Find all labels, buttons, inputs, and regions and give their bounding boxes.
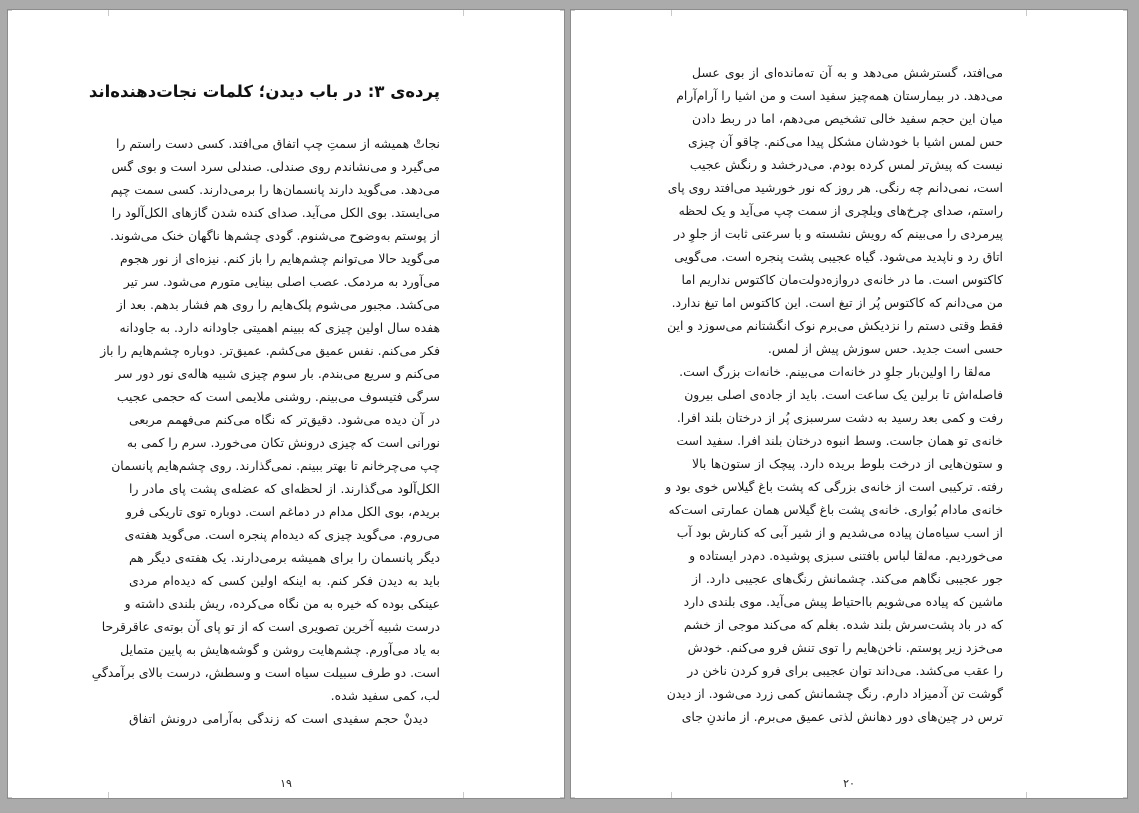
text-line: در آن دیده می‌شود. دقیق‌تر که نگاه می‌کنم می‌فهمم مربعی	[129, 412, 440, 427]
crop-mark	[1020, 10, 1027, 16]
text-line: از اسب سیاه‌مان پیاده می‌شدیم و از شیر آبی که کنارش بود آب	[676, 525, 1003, 540]
text-line: کاکتوس است. ما در خانه‌ی دروازه‌دولت‌مان کاکتوس نداریم اما	[681, 272, 1003, 287]
text-line: الکل‌آلود می‌گذارند. از لحظه‌ای که عضله‌ی پشت پای مادر را	[129, 481, 440, 496]
page-number-right: ۲۰	[843, 777, 855, 790]
chapter-heading: پرده‌ی ۳: در باب دیدن؛ کلمات نجات‌دهنده‌اند	[88, 82, 440, 101]
text-line: نورانی است که چیزی درونش تکان می‌خورد. سرم را کمی به	[126, 435, 440, 450]
text-line: پیرمردی را می‌بینم که رویش نشسته و با سرعتی ثابت از جلوِ در	[673, 226, 1003, 241]
crop-mark	[571, 10, 575, 17]
text-line: میان این حجم سفید خالی تشخیص می‌دهم، اما در ربط دادن	[692, 111, 1003, 126]
text-line: رفته. ترکیبی است از خانه‌ی بزرگی که پشت باغ گیلاس خوی بود و	[665, 479, 1003, 494]
text-line: می‌کشد. مجبور می‌شوم پلک‌هایم را روی هم فشار بدهم. بعد از	[116, 297, 440, 312]
body-text-right	[665, 61, 1003, 728]
crop-mark	[8, 10, 12, 17]
text-line: می‌کنم و سریع می‌بندم. بار سوم چیزی شبیه هاله‌ی نور دور سر	[115, 366, 440, 381]
text-line: می‌دهد. می‌گوید دارند پانسمان‌ها را برمی‌دارند. کسی سمت چپم	[110, 182, 440, 197]
text-line: فقط وقتی دستم را نزدیکش می‌برم نوک انگشتانم می‌سوزد و این	[667, 318, 1003, 333]
text-line: ترس در چین‌های دور دهانش لذتی عمیق می‌برم. از ماندنِ جای	[681, 709, 1003, 724]
text-line: باید به دیدن فکر کنم. به اینکه اولین کسی که دیده‌ام مردی	[129, 573, 440, 588]
text-line: فاصله‌اش تا برلین یک ساعت است. باید از جاده‌ی اصلی بیرون	[684, 387, 1003, 402]
text-line: حسی است جدید. حس سوزش پیش از لمس.	[767, 341, 1003, 356]
text-line: که در باد پشت‌سرش بلند شده. بغلم که می‌کند موجی از خشم	[683, 617, 1003, 632]
text-line: از پوستم به‌وضوح می‌شنوم. گودی چشم‌ها ناگهان خنک می‌شوند.	[110, 228, 440, 243]
text-line: نجاتْ همیشه از سمتِ چپ اتفاق می‌افتد. کسی دست راستم را	[116, 136, 440, 151]
text-line: دیگر پانسمان را برای همیشه برمی‌دارند. یک هفته‌ی دیگر هم	[129, 550, 440, 565]
crop-mark	[8, 791, 12, 798]
text-line: گوشت تن آدمیزاد دارم. رنگ چشمانش کمی زرد می‌شود. از دیدن	[666, 686, 1003, 701]
text-line: می‌ایستد. بوی الکل می‌آید. صدای کنده شدن گازهای الکل‌آلود را	[111, 205, 440, 220]
body-text-left	[91, 132, 440, 730]
text-line: می‌گیرد و می‌نشاندم روی صندلی. صندلی سرد است و بوی گس	[111, 159, 440, 174]
text-line: رفت و کمی بعد رسید به دشت سرسبزی پُر از درختان بلند افرا.	[676, 410, 1003, 425]
crop-mark	[671, 10, 678, 16]
text-line: ماشین که پیاده می‌شویم بااحتیاط پیش می‌آید. موی بلندی دارد	[683, 594, 1003, 609]
crop-mark	[108, 792, 115, 798]
book-page-right	[570, 9, 1128, 799]
text-line: می‌خزد زیر پوستم. ناخن‌هایم را توی تنش فرو می‌کنم. خودش	[687, 640, 1003, 655]
text-line: می‌دهد. در بیمارستان همه‌چیز سفید است و من اشیا را آرام‌آرام	[676, 88, 1003, 103]
text-line: خانه‌ی تو همان جاست. وسط انبوه درختان بلند افرا. سفید است	[676, 433, 1003, 448]
crop-mark	[671, 792, 678, 798]
text-line: به یاد می‌آورم. چشم‌هایت روشن و گوشه‌هایش به پایین متمایل	[120, 642, 440, 657]
text-line: می‌افتد، گسترشش می‌دهد و به آن ته‌مانده‌ای از بوی عسل	[692, 65, 1003, 80]
text-line: می‌روم. می‌گوید چیزی که دیده‌ام پنجره است. می‌گوید هفته‌ی	[124, 527, 440, 542]
text-line: می‌خوردیم. مه‌لقا لباس بافتنی سبزی پوشیده. دم‌در ایستاده و	[689, 548, 1003, 563]
text-line: می‌آورد به مردمک. عصب اصلی بینایی متورم می‌شود. سر تیر	[123, 274, 440, 289]
crop-mark	[560, 10, 564, 17]
crop-mark	[571, 791, 575, 798]
text-line: می‌گوید حالا می‌توانم چشم‌هایم را باز کنم. نیزه‌ای از نور هجوم	[120, 251, 440, 266]
text-line: عینکی بوده که خیره به من نگاه می‌کرده، ریش بلندی داشته و	[124, 596, 440, 611]
text-line: من می‌دانم که کاکتوس پُر از تیغ است. این کاکتوس اما تیغ ندارد.	[671, 295, 1003, 310]
text-line: حس لمس اشیا با خودشان مشکل پیدا می‌کنم. چاقو آن چیزی	[687, 134, 1003, 149]
text-line: راستم، صدای چرخ‌های ویلچری از سمت چپ می‌آید و یک لحظه	[678, 203, 1003, 218]
text-line: است، نمی‌دانم چه رنگی. هر روز که نور خورشید می‌افتد روی پای	[667, 180, 1003, 195]
text-line: سرگی فتیسوف می‌بینم. روشنی ملایمی است که حجمی عجیب	[116, 389, 440, 404]
crop-mark	[1123, 791, 1127, 798]
text-line: دیدنْ حجم سفیدی است که زندگی به‌آرامی درونش اتفاق	[129, 711, 428, 726]
text-line: نیست که پیش‌تر لمس کرده بودم. می‌درخشد و رنگش عجیب	[689, 157, 1003, 172]
text-line: و ستون‌هایی از درخت بلوط بریده دارد. پیچک از ستون‌ها بالا	[692, 456, 1003, 471]
page-number-left: ۱۹	[280, 777, 292, 790]
text-line: هفده سال اولین چیزی که ببینم اهمیتی جاودانه دارد. به جاودانه	[119, 320, 440, 335]
text-line: بریدم، بوی الکل مدام در دماغم است. دوباره توی تاریکی فرو	[126, 504, 440, 519]
crop-mark	[457, 10, 464, 16]
crop-mark	[457, 792, 464, 798]
crop-mark	[1020, 792, 1027, 798]
text-line: لب، کمی سفید شده.	[330, 688, 440, 703]
book-page-left	[7, 9, 565, 799]
crop-mark	[1123, 10, 1127, 17]
text-line: مه‌لقا را اولین‌بار جلوِ در خانه‌ات می‌بینم. خانه‌ات بزرگ است.	[679, 364, 991, 379]
text-line: چپ می‌چرخانم تا بهتر ببینم. نمی‌گذارند. روی چشم‌هایم پانسمان	[111, 458, 440, 473]
text-line: اتاق رد و ناپدید می‌شود. گیاه عجیبی پشت پنجره است. می‌گویی	[674, 249, 1003, 264]
text-line: را عقب می‌کشد. می‌داند توان عجیبی برای فرو کردن ناخن در	[687, 663, 1003, 678]
text-line: فکر می‌کنم. نفس عمیق می‌کشم. عمیق‌تر. دوباره چشم‌هایم را باز	[100, 343, 440, 358]
crop-mark	[108, 10, 115, 16]
text-line: درست شبیه آخرین تصویری است که از تو پای آن بوته‌ی عاقرقرحا	[101, 619, 440, 634]
text-line: است. دو طرف سبیلت سیاه است و وسطش، درست بالای برآمدگیِ	[91, 665, 440, 680]
text-line: خانه‌ی مادام بُواری. خانه‌ی پشت باغ گیلاس همان عمارتی است‌که	[668, 502, 1003, 517]
text-line: جور عجیبی نگاهم می‌کند. چشمانش رنگ‌های عجیبی دارد. از	[692, 571, 1003, 586]
crop-mark	[560, 791, 564, 798]
